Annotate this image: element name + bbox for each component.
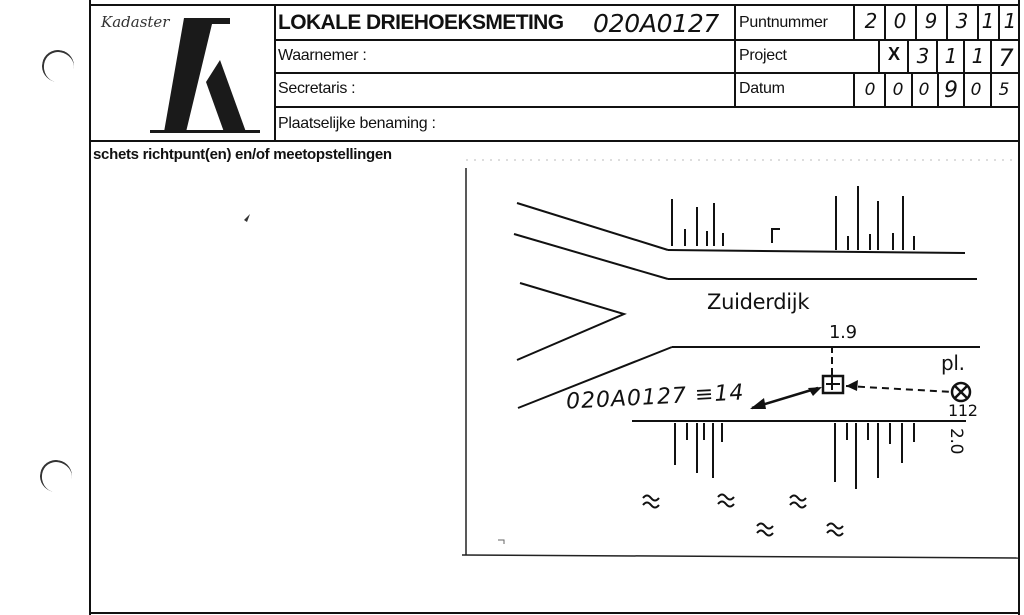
distance-side: 2.0 [946,428,966,455]
logo-wordmark: Kadaster [101,13,170,31]
project-digit: 1 [944,44,958,68]
date-digit: 9 [944,78,958,103]
project-digit: 1 [971,44,985,68]
date-digit: 5 [998,80,1010,100]
pillar-label: pl. [941,351,965,375]
street-name: Zuiderdijk [707,290,810,314]
point-number-digit: 1 [1003,9,1017,33]
project-digit: 7 [998,44,1014,72]
point-number-digit: 2 [864,9,878,33]
point-number-digit: 3 [955,9,969,33]
point-number-digit: 0 [893,9,907,33]
point-number-digit: 1 [981,9,995,33]
project-digit: X [887,44,900,64]
date-label: Datum [739,80,785,97]
date-digit: 0 [892,80,904,100]
form-title-code: 020A0127 [593,9,720,38]
project-digit: 3 [916,44,930,68]
form-title: LOKALE DRIEHOEKSMETING [278,11,564,34]
secretary-label: Secretaris : [278,80,356,97]
place-name-label: Plaatselijke benaming : [278,115,436,132]
date-digit: 0 [970,80,982,100]
point-number-digit: 9 [924,9,938,33]
pillar-number: 112 [948,401,978,420]
sketch-section-label: schets richtpunt(en) en/of meetopstellingen [93,146,392,163]
reference-code: 020A0127 ≡14 [565,380,745,415]
project-label: Project [739,47,787,64]
date-digit: 0 [864,80,876,100]
date-digit: 0 [918,80,930,100]
observer-label: Waarnemer : [278,47,367,64]
distance-top: 1.9 [829,322,857,343]
point-number-label: Puntnummer [739,14,828,31]
